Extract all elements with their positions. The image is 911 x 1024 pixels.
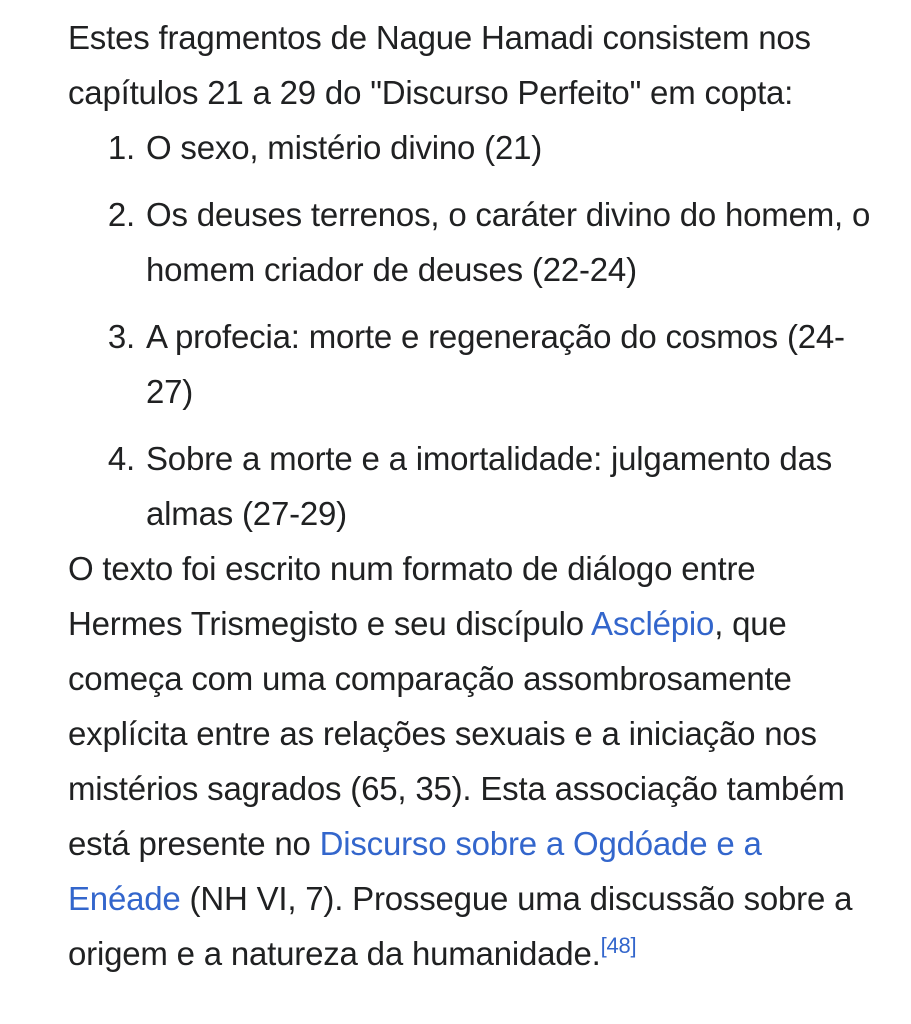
chapter-item: 3. A profecia: morte e regeneração do cosmos (24-27): [144, 309, 871, 419]
asclepio-link[interactable]: Asclépio: [591, 605, 715, 642]
paragraph-text: O texto foi escrito num formato de diálogo entre Hermes Trismegisto e seu discípulo: [68, 550, 756, 642]
intro-paragraph: Estes fragmentos de Nague Hamadi consistem nos capítulos 21 a 29 do "Discurso Perfeito" em copta:: [68, 19, 811, 111]
ogdoade-eneade-link[interactable]: Discurso sobre a Ogdóade e a Enéade: [68, 825, 762, 917]
chapter-list: [68, 120, 871, 541]
dialogue-paragraph: [68, 541, 871, 981]
reference-superscript: [601, 933, 637, 958]
chapter-item: 1. O sexo, mistério divino (21): [144, 120, 871, 175]
paragraph-text: (NH VI, 7). Prossegue uma discussão sobre a origem e a natureza da humanidade.: [68, 880, 853, 972]
chapter-item: 2. Os deuses terrenos, o caráter divino do homem, o homem criador de deuses (22-24): [144, 187, 871, 297]
reference-link[interactable]: [48]: [600, 933, 637, 958]
chapter-item: 4. Sobre a morte e a imortalidade: julgamento das almas (27-29): [144, 431, 871, 541]
paragraph-text: , que começa com uma comparação assombrosamente explícita entre as relações sexuais e a iniciação nos mistérios sagrados (65, 35). Esta associação também está presente no: [68, 605, 845, 862]
